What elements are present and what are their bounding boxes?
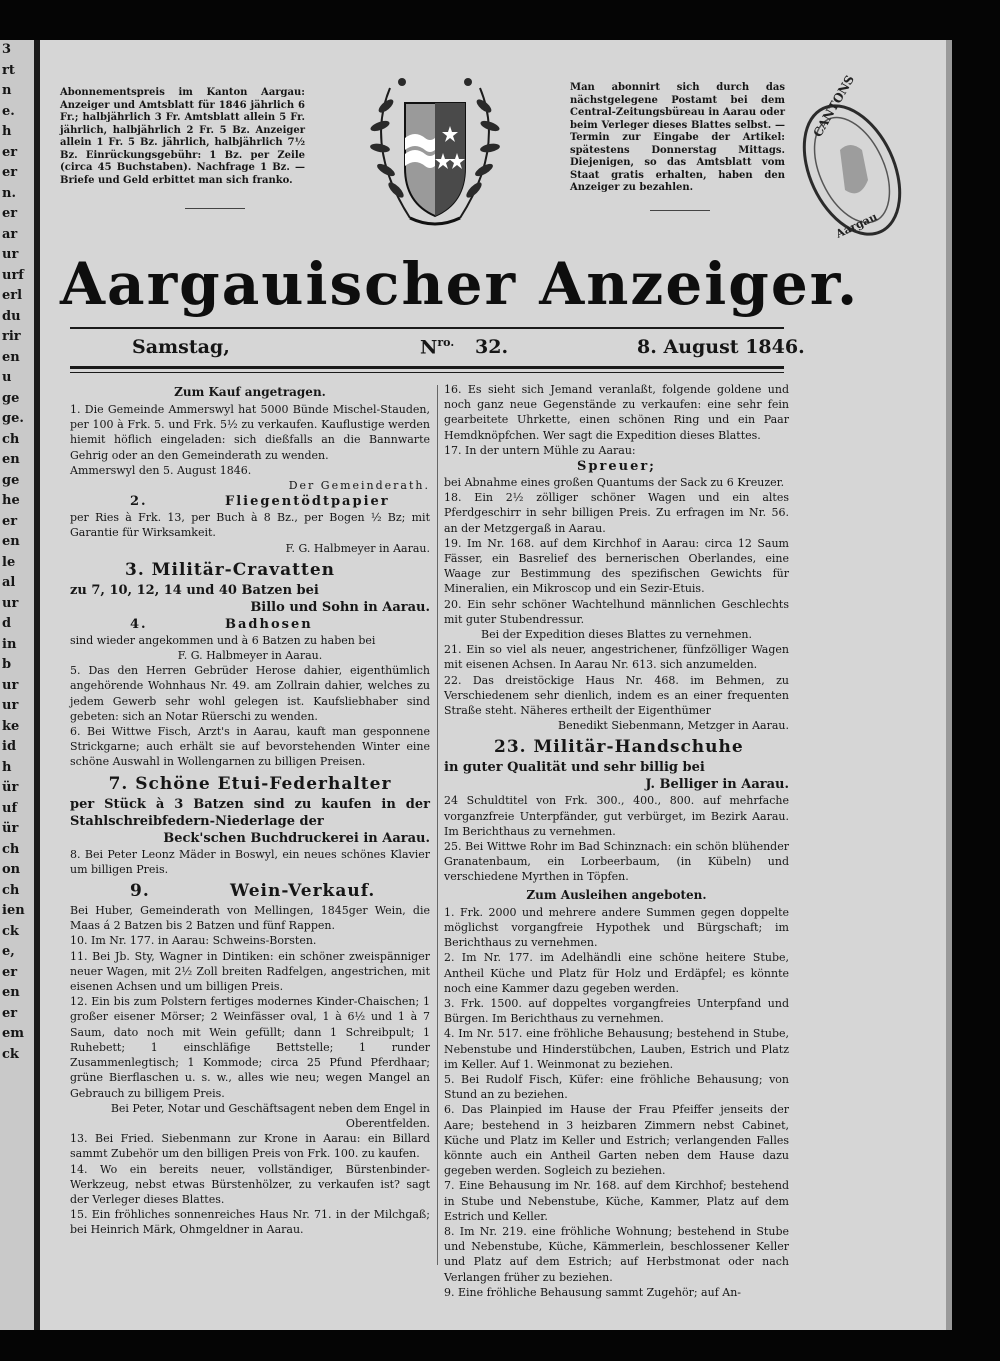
prev-page-text-fragment: le (2, 554, 16, 570)
subscription-info-left: Abonnementspreis im Kanton Aargau: Anzeiger und Amtsblatt für 1846 jährlich 6 Fr.; halbjährlich 3 Fr. Amtsblatt allein 5 Fr. jährlich, halbjährlich 2 Fr. 5 Bz. Anzeiger allein 1 Fr. 5 Bz. jährlich, halbjährlich 7½ Bz. Einrückungsgebühr: 1 Bz. per Zeile (circa 45 Buchstaben). Nachfrage 1 Bz. — Briefe und Geld erbittet man sich franko. (60, 87, 305, 186)
prev-page-text-fragment: n. (2, 185, 16, 201)
lend-item-8: 8. Im Nr. 219. eine fröhliche Wohnung; bestehend in Stube und Nebenstube, Küche, Kämmerlein, beschlossener Keller und Platz auf dem Estrich; auf Herbstmonat oder nach Verlangen früher zu beziehen. (444, 1224, 789, 1284)
newspaper-masthead: Aargauischer Anzeiger. (60, 250, 860, 318)
prev-page-text-fragment: on (2, 862, 21, 877)
ad-item-14: 14. Wo ein bereits neuer, vollständiger, Bürstenbinder-Werkzeug, nebst etwas Bürstenhölzer, zu verkaufen ist? sagt der Verleger dieses Blattes. (70, 1162, 430, 1206)
ad-item-4-text: sind wieder angekommen und à 6 Batzen zu haben bei (70, 633, 376, 647)
ad-item-23-text: in guter Qualität und sehr billig bei (444, 760, 705, 776)
ad-item-1-date: Ammerswyl den 5. August 1846. (70, 463, 252, 477)
issue-number: 32. (475, 336, 509, 358)
prev-page-text-fragment: b (2, 657, 12, 672)
stamp-text-top: CANTONS (810, 72, 858, 140)
ad-item-20: 20. Ein sehr schöner Wachtelhund männlichen Geschlechts mit guter Stubendressur. (444, 597, 789, 626)
prev-page-text-fragment: ür (2, 821, 19, 836)
ad-item-17-heading: Spreuer; (577, 459, 656, 475)
prev-page-text-fragment: ür (2, 780, 19, 795)
prev-page-text-fragment: du (2, 308, 21, 324)
ad-item-18: 18. Ein 2½ zölliger schöner Wagen und ein altes Pferdgeschirr in sehr billigen Preis. Zu erfragen im Nr. 56. an der Metzgergaß in Aarau. (444, 491, 789, 535)
prev-page-text-fragment: ien (2, 903, 25, 918)
ad-item-15: 15. Ein fröhliches sonnenreiches Haus Nr. 71. in der Milchgaß; bei Heinrich Märk, Ohmgeldner in Aarau. (70, 1208, 430, 1237)
prev-page-text-fragment: e, (2, 944, 15, 959)
divider-short-left (185, 208, 245, 209)
masthead-rule-bottom-thin (70, 372, 784, 373)
prev-page-text-fragment: en (2, 452, 20, 467)
prev-page-text-fragment: ke (2, 718, 20, 734)
ad-item-21: 21. Ein so viel als neuer, angestrichener, fünfzölliger Wagen mit eisenen Achsen. In Aarau Nr. 613. sich anzumelden. (444, 643, 789, 672)
prev-page-text-fragment: er (2, 144, 18, 160)
prev-page-text-fragment: ch (2, 431, 20, 447)
lend-item-9: 9. Eine fröhliche Behausung sammt Zugehör; auf An- (444, 1285, 742, 1299)
ad-item-7-text: per Stück à 3 Batzen sind zu kaufen in der Stahlschreibfedern-Niederlage der (70, 796, 430, 829)
stamp-text-bottom: Aargau (833, 210, 880, 241)
prev-page-text-fragment: e. (2, 103, 15, 119)
ad-item-7-signature: Beck'schen Buchdruckerei in Aarau. (163, 830, 430, 846)
prev-page-text-fragment: em (2, 1026, 25, 1041)
ad-item-2-text: per Ries à Frk. 13, per Buch à 8 Bz., per Bogen ½ Bz; mit Garantie für Wirksamkeit. (70, 511, 430, 540)
ad-item-9-text: Bei Huber, Gemeinderath von Mellingen, 1845ger Wein, die Maas á 2 Batzen bis 2 Batzen und fünf Rappen. (70, 904, 430, 933)
issue-day: Samstag, (132, 336, 230, 358)
prev-page-text-fragment: he (2, 493, 20, 508)
prev-page-text-fragment: ur (2, 698, 19, 713)
masthead-rule-bottom (70, 366, 784, 369)
lend-item-4: 4. Im Nr. 517. eine fröhliche Behausung; bestehend in Stube, Nebenstube und Hinderstübchen, Lauben, Estrich und Platz im Keller. Auf 1. Weinmonat zu beziehen. (444, 1027, 789, 1071)
ad-item-22-signature: Benedikt Siebenmann, Metzger in Aarau. (558, 719, 789, 733)
ad-item-7-heading: 7. Schöne Etui-Federhalter (108, 773, 392, 794)
prev-page-text-fragment: ur (2, 247, 19, 262)
ad-item-4-heading: 4. Badhosen (130, 616, 313, 632)
aargau-coat-of-arms-emblem (350, 58, 520, 233)
section-heading-purchase: Zum Kauf angetragen. (174, 385, 326, 399)
ad-item-9-heading: 9. Wein-Verkauf. (130, 881, 376, 902)
prev-page-text-fragment: uf (2, 800, 18, 816)
prev-page-text-fragment: erl (2, 288, 23, 303)
prev-page-text-fragment: rt (2, 62, 15, 78)
lend-item-7: 7. Eine Behausung im Nr. 168. auf dem Kirchhof; bestehend in Stube und Nebenstube, Küche, Kammer, Platz auf dem Estrich und Keller. (444, 1179, 789, 1223)
prev-page-text-fragment: ck (2, 1046, 19, 1062)
prev-page-text-fragment: er (2, 165, 18, 180)
prev-page-text-fragment: d (2, 616, 12, 631)
ad-item-23-heading: 23. Militär-Handschuhe (494, 737, 744, 758)
issue-number-label: $N^{ro.}$ (420, 336, 455, 359)
prev-page-text-fragment: rir (2, 329, 21, 344)
prev-page-text-fragment: er (2, 513, 18, 529)
ad-item-3-text: zu 7, 10, 12, 14 und 40 Batzen bei (70, 582, 319, 598)
section-heading-lending: Zum Ausleihen angeboten. (526, 887, 707, 902)
prev-page-text-fragment: ge (2, 472, 20, 488)
ad-item-20-signature: Bei der Expedition dieses Blattes zu vernehmen. (481, 628, 752, 642)
right-column (444, 382, 789, 1299)
prev-page-text-fragment: en (2, 349, 20, 365)
ad-item-17-text: bei Abnahme eines großen Quantums der Sack zu 6 Kreuzer. (444, 476, 785, 490)
prev-page-text-fragment: al (2, 575, 16, 590)
page-edge (946, 40, 952, 1330)
prev-page-text-fragment: ch (2, 882, 20, 898)
masthead-rule-top (70, 327, 784, 329)
prev-page-text-fragment: en (2, 985, 20, 1000)
prev-page-text-fragment: ge (2, 390, 20, 406)
column-divider (437, 385, 438, 1265)
ad-item-1: 1. Die Gemeinde Ammerswyl hat 5000 Bünde Mischel-Stauden, per 100 à Frk. 5. und Frk. 5½ zu verkaufen. Kauflustige werden hiemit höflich eingeladen: sich dießfalls an die Bannwarte Gehrig oder an den Gemeinderath zu wenden. (70, 403, 430, 462)
lend-item-1: 1. Frk. 2000 und mehrere andere Summen gegen doppelte möglichst vorgangfreie Hypothek und Bürgschaft; im Berichthaus zu vernehmen. (444, 905, 789, 950)
prev-page-text-fragment: er (2, 1005, 18, 1021)
prev-page-text-fragment: u (2, 370, 12, 385)
ad-item-12: 12. Ein bis zum Polstern fertiges modernes Kinder-Chaischen; 1 großer eisener Mörser; 2 Weinfässer oval, 1 à 6½ und 1 à 7 Saum, dato noch mit Wein gefüllt; dann 1 Schreibpult; 1 Ruhebett; 1 einschläfige Bettstelle; 1 runder Zusammenlegtisch; 1 Kommode; circa 25 Pfund Pferdhaar; grüne Bierflaschen u. s. w., alles wie neu; wegen Mangel an Gebrauch zu billigem Preis. (70, 995, 430, 1100)
prev-page-text-fragment: er (2, 964, 18, 980)
ad-item-22: 22. Das dreistöckige Haus Nr. 468. im Behmen, zu Verschiedenem sehr dienlich, indem es an einer frequenten Straße steht. Näheres ertheilt der Eigenthümer (444, 673, 789, 718)
prev-page-text-fragment: id (2, 739, 17, 754)
lend-item-3: 3. Frk. 1500. auf doppeltes vorgangfreies Unterpfand und Bürgen. Im Berichthaus zu vernehmen. (444, 996, 789, 1026)
ad-item-8: 8. Bei Peter Leonz Mäder in Boswyl, ein neues schönes Klavier um billigen Preis. (70, 847, 430, 876)
prev-page-text-fragment: n (2, 83, 12, 98)
prev-page-text-fragment: en (2, 534, 20, 549)
prev-page-text-fragment: ar (2, 226, 18, 242)
ad-item-3-signature: Billo und Sohn in Aarau. (250, 599, 430, 615)
ad-item-23-signature: J. Belliger in Aarau. (645, 777, 789, 793)
lend-item-6: 6. Das Plainpied im Hause der Frau Pfeiffer jenseits der Aare; bestehend in 3 heizbaren Zimmern nebst Cabinet, Küche und Platz im Keller und Estrich; verlangenden Falles könnte auch ein Antheil Garten neben dem Hause dazu gegeben werden. Sogleich zu beziehen. (444, 1103, 789, 1178)
ad-item-24: 24 Schuldtitel von Frk. 300., 400., 800. auf mehrfache vorganzfreie Unterpfänder, gut verbürget, im Bezirk Aarau. Im Berichthaus zu vernehmen. (444, 794, 789, 838)
ad-item-6: 6. Bei Wittwe Fisch, Arzt's in Aarau, kauft man gesponnene Strickgarne; auch erhält sie auf bevorstehenden Winter eine schöne Auswahl in Wollengarnen zu billigen Preisen. (70, 725, 430, 769)
ad-item-2-heading: 2. Fliegentödtpapier (130, 494, 390, 510)
ad-item-11: 11. Bei Jb. Sty, Wagner in Dintiken: ein schöner zweispänniger neuer Wagen, mit 2½ Zoll breiten Radfelgen, angestrichen, mit eisenen Achsen und um billigen Preis. (70, 949, 430, 994)
prev-page-text-fragment: ch (2, 841, 20, 857)
previous-page-edge (0, 40, 34, 1330)
prev-page-text-fragment: h (2, 124, 12, 139)
ad-item-3-heading: 3. Militär-Cravatten (125, 559, 336, 580)
issue-dateline (90, 336, 805, 360)
ad-item-17: 17. In der untern Mühle zu Aarau: (444, 443, 636, 457)
ad-item-25: 25. Bei Wittwe Rohr im Bad Schinznach: ein schön blühender Granatenbaum, ein Lorbeerbaum, (in Kübeln) und verschiedene Myrthen in Töpfen. (444, 840, 789, 884)
issue-date: 8. August 1846. (637, 336, 805, 358)
ad-item-2-signature: F. G. Halbmeyer in Aarau. (285, 541, 430, 555)
prev-page-text-fragment: ur (2, 595, 19, 611)
ad-item-16: 16. Es sieht sich Jemand veranlaßt, folgende goldene und noch ganz neue Gegenstände zu verkaufen: eine sehr fein gearbeitete Uhrkette, einen schönen Ring und ein Paar Hemdknöpfchen. Wer sagt die Expedition dieses Blattes. (444, 383, 789, 442)
divider-short-right (650, 210, 710, 211)
ad-item-19: 19. Im Nr. 168. auf dem Kirchhof in Aarau: circa 12 Saum Fässer, ein Basrelief des bernerischen Oberlandes, eine Waage zur Bestimmung des spezifischen Gewichts für Mineralien, ein Mikroscop und ein Sezir-Etuis. (444, 536, 789, 596)
ad-item-10: 10. Im Nr. 177. in Aarau: Schweins-Borsten. (70, 934, 317, 948)
prev-page-text-fragment: er (2, 206, 18, 221)
ad-item-5: 5. Das den Herren Gebrüder Herose dahier, eigenthümlich angehörende Wohnhaus Nr. 49. am Zollrain dahier, welches zu jedem Gewerb sehr wohl gelegen ist. Kaufsliebhaber sind gebeten: sich an Notar Rüerschi zu wenden. (70, 664, 430, 723)
left-column (70, 382, 430, 1292)
cantonal-library-stamp (790, 72, 900, 250)
prev-page-text-fragment: ur (2, 677, 19, 693)
prev-page-text-fragment: h (2, 759, 12, 775)
lend-item-2: 2. Im Nr. 177. im Adelhändli eine schöne heitere Stube, Antheil Küche und Platz für Holz und Erdäpfel; es könnte noch eine Kammer dazu gegeben werden. (444, 951, 789, 995)
prev-page-text-fragment: urf (2, 267, 24, 283)
ad-item-13: 13. Bei Fried. Siebenmann zur Krone in Aarau: ein Billard sammt Zubehör um den billigen Preis von Frk. 100. zu kaufen. (70, 1132, 430, 1161)
ad-item-12-signature: Bei Peter, Notar und Geschäftsagent neben dem Engel in Oberentfelden. (110, 1101, 430, 1130)
subscription-info-right: Man abonnirt sich durch das nächstgelegene Postamt bei dem Central-Zeitungsbüreau in Aarau oder beim Verleger dieses Blattes selbst. — Termin zur Eingabe der Artikel: spätestens Donnerstag Mittags. Diejenigen, so das Amtsblatt vom Staat gratis erhalten, haben den Anzeiger zu bezahlen. (570, 82, 785, 193)
ad-item-1-signature: Der Gemeinderath. (288, 479, 430, 493)
prev-page-text-fragment: in (2, 636, 17, 652)
lend-item-5: 5. Bei Rudolf Fisch, Küfer: eine fröhliche Behausung; von Stund an zu beziehen. (444, 1072, 789, 1102)
prev-page-text-fragment: ck (2, 923, 19, 939)
ad-item-4-signature: F. G. Halbmeyer in Aarau. (177, 649, 323, 663)
prev-page-text-fragment: 3 (2, 42, 12, 57)
prev-page-text-fragment: ge. (2, 411, 24, 426)
